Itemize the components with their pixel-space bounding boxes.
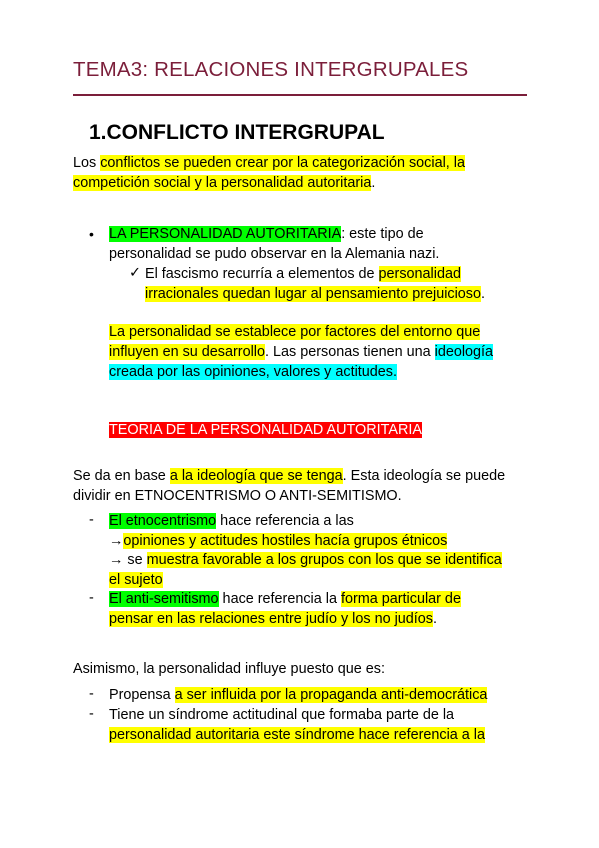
section-heading: 1.CONFLICTO INTERGRUPAL [89, 121, 385, 144]
check-highlight-2: irracionales quedan lugar al pensamiento prejuicioso [145, 286, 481, 302]
para4: Asimismo, la personalidad influye puesto que es: [73, 661, 385, 677]
list2-item2-line-2 [109, 726, 485, 746]
arrow-icon: → [109, 552, 124, 568]
intro-highlight-1: conflictos se pueden crear por la categorización social, la [100, 155, 465, 171]
list2-item1 [109, 686, 487, 706]
theory-heading-line [109, 421, 422, 441]
intro-line-1 [73, 154, 465, 174]
para2-mid: . Las personas tienen una [265, 344, 435, 360]
para2-cyan-2: creada por las opiniones, valores y actitudes. [109, 364, 397, 380]
list-dash: - [89, 590, 94, 606]
check-line-2 [145, 285, 485, 305]
list-dash: - [89, 706, 94, 722]
intro-period: . [371, 175, 376, 191]
para3-line-2: dividir en ETNOCENTRISMO O ANTI-SEMITISMO. [73, 488, 402, 504]
document-title: TEMA3: RELACIONES INTERGRUPALES [73, 58, 469, 81]
check-period: . [481, 286, 485, 302]
list1-item1-line-4 [109, 571, 163, 591]
check-highlight-1: personalidad [378, 266, 461, 282]
bullet1-term: LA PERSONALIDAD AUTORITARIA [109, 226, 342, 242]
list2-item1-prefix: Propensa [109, 687, 175, 703]
para3-line-1 [73, 467, 505, 487]
list2-item1-highlight: a ser influida por la propaganda anti-democrática [174, 687, 488, 703]
checkmark-icon: ✓ [129, 265, 142, 281]
list1-item2-line-2 [109, 610, 437, 630]
list2-item2-highlight: personalidad autoritaria este síndrome hace referencia a la [109, 727, 485, 743]
bullet-icon: • [89, 226, 94, 242]
list1-item1-line-2 [109, 532, 447, 552]
para2-cyan-1: ideología [434, 344, 494, 360]
etnocentrismo-se: se [123, 552, 147, 568]
list2-item2-line-1: Tiene un síndrome actitudinal que formaba parte de la [109, 707, 455, 723]
title-underline [73, 94, 527, 96]
para3-prefix: Se da en base [73, 468, 170, 484]
list-dash: - [89, 686, 94, 702]
antisemitismo-period: . [433, 611, 437, 627]
check-text: El fascismo recurría a elementos de [145, 266, 379, 282]
para2-line-3 [109, 363, 397, 383]
list1-item2-line-1 [109, 590, 461, 610]
bullet1-line-2: personalidad se pudo observar en la Alemania nazi. [109, 246, 440, 262]
bullet1-line-1 [109, 225, 424, 245]
para2-line-2 [109, 343, 493, 363]
para3-suffix: . Esta ideología se puede [342, 468, 506, 484]
intro-line-2 [73, 174, 375, 194]
antisemitismo-highlight-2: pensar en las relaciones entre judío y los no judíos [109, 611, 433, 627]
para3-highlight: a la ideología que se tenga [169, 468, 343, 484]
arrow-icon: → [109, 533, 124, 549]
antisemitismo-mid: hace referencia la [218, 591, 341, 607]
para2-highlight-2: influyen en su desarrollo [109, 344, 265, 360]
para2-line-1 [109, 323, 480, 343]
etnocentrismo-rest: hace referencia a las [216, 513, 354, 529]
antisemitismo-term: El anti-semitismo [109, 591, 219, 607]
list-dash: - [89, 512, 94, 528]
list1-item1-line-1 [109, 512, 354, 532]
bullet1-rest: : este tipo de [341, 226, 424, 242]
etnocentrismo-highlight-2: muestra favorable a los grupos con los que se identifica [146, 552, 502, 568]
check-line-1 [145, 265, 461, 285]
intro-prefix: Los [73, 155, 101, 171]
theory-heading: TEORIA DE LA PERSONALIDAD AUTORITARIA [109, 422, 422, 438]
list1-item1-line-3 [109, 551, 502, 571]
para2-highlight-1: La personalidad se establece por factores del entorno que [109, 324, 481, 340]
etnocentrismo-term: El etnocentrismo [109, 513, 217, 529]
intro-highlight-2: competición social y la personalidad autoritaria [73, 175, 372, 191]
antisemitismo-highlight-1: forma particular de [340, 591, 461, 607]
etnocentrismo-highlight-1: opiniones y actitudes hostiles hacía grupos étnicos [123, 533, 448, 549]
etnocentrismo-highlight-3: el sujeto [109, 572, 163, 588]
